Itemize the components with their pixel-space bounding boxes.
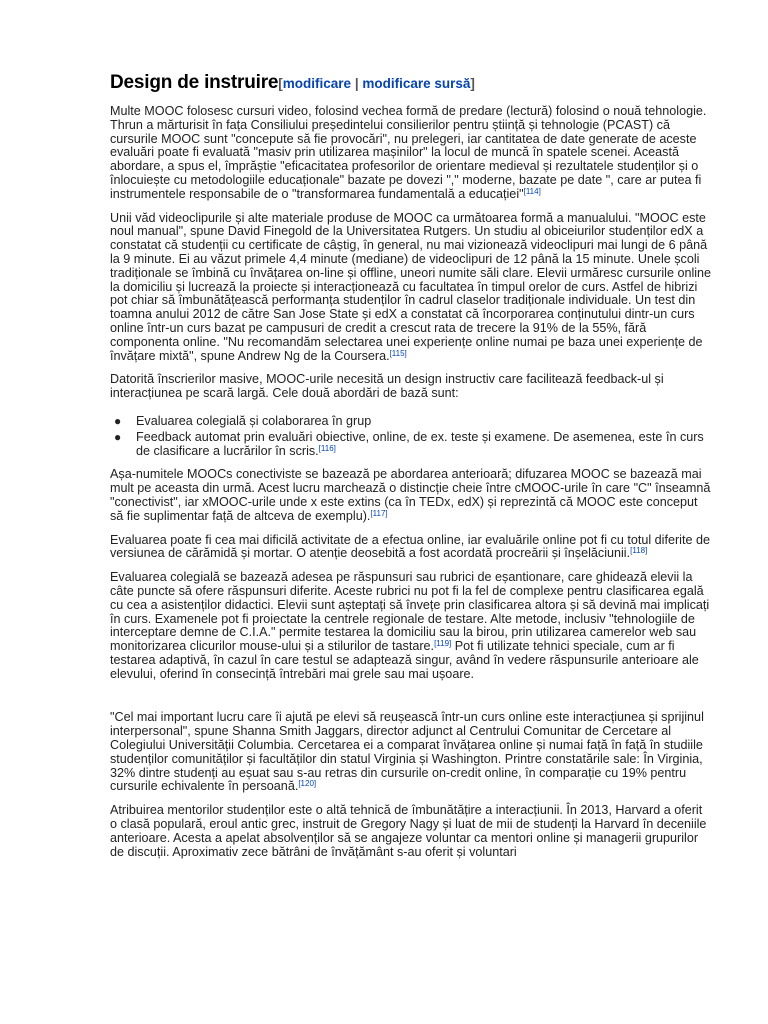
reference-link-119[interactable]: [119] <box>434 639 452 649</box>
edit-separator: | <box>351 76 363 91</box>
paragraph-text: Datorită înscrierilor masive, MOOC-urile necesită un design instructiv care facilitează feedback-ul și interacțiunea pe scară largă. Cele două abordări de bază sunt: <box>110 372 664 401</box>
paragraph-text-continued: Pot fi utilizate tehnici speciale, cum ar fi testarea adaptivă, în cazul în care testul se adaptează singur, având în vedere răspunsurile anterioare ale elevului, oferind în consecință întrebări mai grele sau mai ușoare. <box>110 639 699 681</box>
paragraph-mooc-video <box>110 105 712 202</box>
section-heading <box>110 68 712 97</box>
paragraph-evaluation <box>110 534 712 562</box>
edit-bracket-open: [ <box>278 76 283 91</box>
reference-link-120[interactable]: [120] <box>298 779 317 789</box>
list-item <box>114 413 712 429</box>
reference-link-115[interactable]: [115] <box>389 348 407 358</box>
paragraph-interaction-quote <box>110 711 712 794</box>
paragraph-peer-evaluation <box>110 571 712 681</box>
edit-bracket-close: ] <box>470 76 475 91</box>
paragraph-text: "Cel mai important lucru care îi ajută pe elevi să reușească într-un curs online este interacțiunea și sprijinul interpersonal", spune Shanna Smith Jaggars, director adjunct al Centrului Comunitar de Cercetare al Colegiului Universității Columbia. Cercetarea ei a comparat învățarea online și numai față în față în studiile studenților comunităților și facultăților din statul Virginia și Washington. Printre constatările sale: În Virginia, 32% dintre studenți au eșuat sau s-au retras din cursurile on-credit online, în comparație cu 19% pentru cursurile echivalente în persoană. <box>110 710 704 794</box>
edit-link[interactable]: modificare <box>282 76 352 91</box>
paragraph-videoclips <box>110 212 712 364</box>
paragraph-spacer <box>110 691 712 711</box>
paragraph-text: Evaluarea poate fi cea mai dificilă activitate de a efectua online, iar evaluările online pot fi cu totul diferite de versiunea de cărămidă și mortar. O atenție deosebită a fost acordată procreării și înșelăciunii. <box>110 532 710 561</box>
reference-link-114[interactable]: [114] <box>523 186 541 196</box>
paragraph-connectivist <box>110 468 712 523</box>
bullet-icon: ● <box>114 429 122 444</box>
paragraph-mentors <box>110 804 712 859</box>
list-item-text: Feedback automat prin evaluări obiective, online, de ex. teste și examene. De asemenea, este în curs de clasificare a lucrărilor în scris. <box>136 429 704 458</box>
edit-source-link[interactable]: modificare sursă <box>362 76 471 91</box>
reference-link-118[interactable]: [118] <box>630 546 648 556</box>
reference-link-117[interactable]: [117] <box>370 508 388 518</box>
edit-section-links <box>278 76 475 91</box>
bullet-icon: ● <box>114 413 122 428</box>
section-title: Design de instruire <box>110 72 279 93</box>
paragraph-text: Evaluarea colegială se bazează adesea pe răspunsuri sau rubrici de eșantionare, care ghidează elevii la câte puncte să ofere răspunsuri diferite. Aceste rubrici nu pot fi la fel de complexe pentru clasificarea egală cu cea a asistenților didactici. Elevii sunt așteptați să învețe prin clasificarea altora și să devină mai implicați în curs. Examenele pot fi proiectate la centrele regionale de testare. Alte metode, inclusiv "tehnologiile de interceptare demne de C.I.A." permite testarea la domiciliu sau la birou, prin utilizarea camerelor web sau monitorizarea clicurilor mouse-ului și a stilurilor de tastare. <box>110 570 710 654</box>
paragraph-enrollment <box>110 373 712 401</box>
list-item-text: Evaluarea colegială și colaborarea în grup <box>136 413 372 428</box>
list-item <box>114 429 712 459</box>
paragraph-text: Așa-numitele MOOCs conectiviste se bazează pe abordarea anterioară; difuzarea MOOC se bazează mai mult pe aceasta din urmă. Acest lucru marchează o distincție cheie între cMOOC-urile în care "C" înseamnă "conectivist", iar xMOOC-urile unde x este extins (ca în TEDx, edX) și reprezintă că MOOC este conceput să fie suplimentar față de altceva de exemplu). <box>110 467 711 523</box>
reference-link-116[interactable]: [116] <box>318 443 336 453</box>
paragraph-text: Atribuirea mentorilor studenților este o altă tehnică de îmbunătățire a interacțiunii. În 2013, Harvard a oferit o clasă populară, eroul antic grec, instruit de Gregory Nagy și luat de mii de studenți la Harvard în deceniile anterioare. Acesta a apelat absolvenților să se angajeze voluntar ca mentori online și managerii grupurilor de discuții. Aproximativ zece bătrâni de învățământ s-au oferit și voluntari <box>110 803 707 859</box>
paragraph-text: Multe MOOC folosesc cursuri video, folosind vechea formă de predare (lectură) folosind o nouă tehnologie. Thrun a mărturisit în fața Consiliului președintelui consilierilor pentru știință și tehnologie (PCAST) că cursurile MOOC sunt "concepute să fie provocări", nu prelegeri, iar cantitatea de date generate de aceste evaluări poate fi evaluată "masiv prin utilizarea mașinilor" la locul de muncă în spatele scenei. Această abordare, a spus el, împrăștie "eficacitatea profesorilor de orientare medieval și rezultatele studenților și o înlocuiește cu metodologiile educaționale" bazate pe dovezi "," moderne, bazate pe date ", care ar putea fi instrumentele responsabile de o "transformarea fundamentală a educației" <box>110 104 707 201</box>
paragraph-text: Unii văd videoclipurile și alte materiale produse de MOOC ca următoarea formă a manualului. "MOOC este noul manual", spune David Finegold de la Universitatea Rutgers. Un studiu al obiceiurilor studenților edX a constatat că studenții cu certificate de câștig, în general, nu mai vizionează videoclipuri mai lungi de 6 până la 9 minute. Ei au văzut primele 4,4 minute (mediane) de videoclipuri de 12 până la 15 minute. Unele școli tradiționale se îmbină cu învățarea on-line și offline, uneori numite săli clare. Elevii urmăresc cursurile online la domiciliu și lucrează la proiecte și interacționează cu facultatea în timpul orelor de curs. Astfel de hibrizi pot chiar să îmbunătățească performanța studenților în cadrul claselor tradiționale individuale. Un test din toamna anului 2012 de către San Jose State și edX a constatat că încorporarea conținutului dintr-un curs online într-un curs bazat pe campusuri de credit a crescut rata de trecere la 91% de la 55%, fără componenta online. "Nu recomandăm selectarea unei experiențe online numai pe baza unei experiențe de învățare mixtă", spune Andrew Ng de la Coursera. <box>110 210 712 363</box>
approaches-list <box>110 415 712 458</box>
